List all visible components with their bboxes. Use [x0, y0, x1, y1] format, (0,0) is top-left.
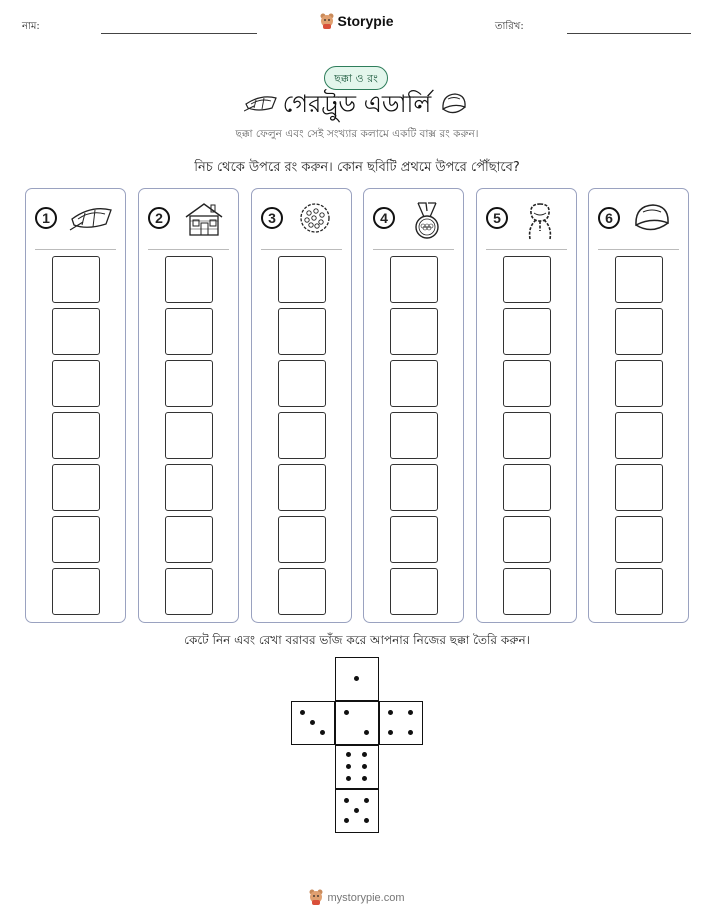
color-box[interactable]: [615, 464, 663, 511]
die-pip: [388, 710, 393, 715]
die-pip: [346, 764, 351, 769]
instruction: নিচ থেকে উপরে রং করুন। কোন ছবিটি প্রথমে উপরে পৌঁছাবে?: [194, 160, 520, 175]
color-box[interactable]: [390, 256, 438, 303]
medal-icon: [407, 201, 447, 245]
column-number: 2: [148, 207, 170, 229]
die-face: [291, 701, 335, 745]
rope-icon: [520, 201, 560, 247]
column-number: 4: [373, 207, 395, 229]
color-box[interactable]: [390, 360, 438, 407]
color-box[interactable]: [503, 464, 551, 511]
die-face: [335, 789, 379, 833]
die-face: [379, 701, 423, 745]
color-box[interactable]: [278, 516, 326, 563]
date-label: তারিখ:: [495, 21, 524, 32]
house-icon: [182, 201, 226, 241]
color-box[interactable]: [503, 568, 551, 615]
color-box[interactable]: [165, 308, 213, 355]
die-pip: [354, 676, 359, 681]
die-pip: [344, 798, 349, 803]
column-header: [589, 189, 688, 249]
die-face: [335, 657, 379, 701]
color-box[interactable]: [278, 568, 326, 615]
die-pip: [388, 730, 393, 735]
column-3: [251, 188, 352, 623]
color-box[interactable]: [390, 308, 438, 355]
die-pip: [344, 710, 349, 715]
die-pip: [354, 808, 359, 813]
column-5: [476, 188, 577, 623]
color-box[interactable]: [615, 516, 663, 563]
column-number: 1: [35, 207, 57, 229]
name-label: নাম:: [22, 21, 40, 32]
color-box[interactable]: [390, 412, 438, 459]
color-box[interactable]: [390, 464, 438, 511]
color-box[interactable]: [52, 412, 100, 459]
color-box[interactable]: [278, 360, 326, 407]
color-box[interactable]: [615, 308, 663, 355]
column-number: 3: [261, 207, 283, 229]
die-pip: [346, 776, 351, 781]
column-header: [364, 189, 463, 249]
color-box[interactable]: [615, 412, 663, 459]
game-badge: ছক্কা ও রং: [324, 66, 388, 90]
color-box[interactable]: [165, 516, 213, 563]
color-box[interactable]: [503, 360, 551, 407]
color-box[interactable]: [52, 360, 100, 407]
color-box[interactable]: [52, 256, 100, 303]
column-number: 5: [486, 207, 508, 229]
die-pip: [408, 710, 413, 715]
color-box[interactable]: [503, 308, 551, 355]
die-pip: [344, 818, 349, 823]
die-pip: [346, 752, 351, 757]
page-title: গেরট্রুড এডার্লি: [282, 90, 432, 118]
date-line[interactable]: [567, 33, 691, 34]
column-2: [138, 188, 239, 623]
column-6: [588, 188, 689, 623]
color-box[interactable]: [165, 464, 213, 511]
subtitle: ছক্কা ফেলুন এবং সেই সংখ্যার কলামে একটি বাক্স রং করুন।: [235, 128, 479, 140]
column-number: 6: [598, 207, 620, 229]
die-pip: [364, 818, 369, 823]
footer-url[interactable]: mystorypie.com: [327, 892, 405, 904]
color-box[interactable]: [165, 360, 213, 407]
color-box[interactable]: [52, 308, 100, 355]
die-pip: [362, 764, 367, 769]
color-box[interactable]: [165, 412, 213, 459]
color-box[interactable]: [52, 516, 100, 563]
color-box[interactable]: [503, 412, 551, 459]
color-box[interactable]: [390, 516, 438, 563]
column-4: [363, 188, 464, 623]
brand-name: Storypie: [337, 13, 394, 29]
color-box[interactable]: [503, 256, 551, 303]
color-box[interactable]: [390, 568, 438, 615]
color-box[interactable]: [278, 308, 326, 355]
die-pip: [364, 798, 369, 803]
color-box[interactable]: [615, 256, 663, 303]
color-box[interactable]: [52, 464, 100, 511]
rowboat-icon: [69, 201, 113, 239]
die-pip: [364, 730, 369, 735]
column-header: [477, 189, 576, 249]
color-box[interactable]: [503, 516, 551, 563]
die-pip: [362, 776, 367, 781]
bear-logo-icon: [309, 889, 323, 908]
die-pip: [310, 720, 315, 725]
die-face: [335, 701, 379, 745]
cut-instruction: কেটে নিন এবং রেখা বরাবর ভাঁজ করে আপনার নিজের ছক্কা তৈরি করুন।: [184, 633, 530, 647]
die-pip: [300, 710, 305, 715]
footer: [0, 889, 714, 908]
die-face: [335, 745, 379, 789]
die-pip: [362, 752, 367, 757]
color-box[interactable]: [278, 412, 326, 459]
color-box[interactable]: [278, 464, 326, 511]
color-box[interactable]: [52, 568, 100, 615]
color-box[interactable]: [278, 256, 326, 303]
die-pip: [408, 730, 413, 735]
cookie-icon: [295, 201, 335, 239]
column-header: [139, 189, 238, 249]
color-box[interactable]: [615, 568, 663, 615]
swim-cap-icon: [632, 201, 672, 241]
column-header: [26, 189, 125, 249]
name-line[interactable]: [101, 33, 257, 34]
color-box[interactable]: [165, 256, 213, 303]
die-pip: [320, 730, 325, 735]
color-box[interactable]: [615, 360, 663, 407]
swim-cap-icon: [440, 91, 468, 121]
column-1: [25, 188, 126, 623]
column-header: [252, 189, 351, 249]
brand-logo: [0, 13, 714, 32]
color-box[interactable]: [165, 568, 213, 615]
bear-logo-icon: [320, 13, 334, 32]
